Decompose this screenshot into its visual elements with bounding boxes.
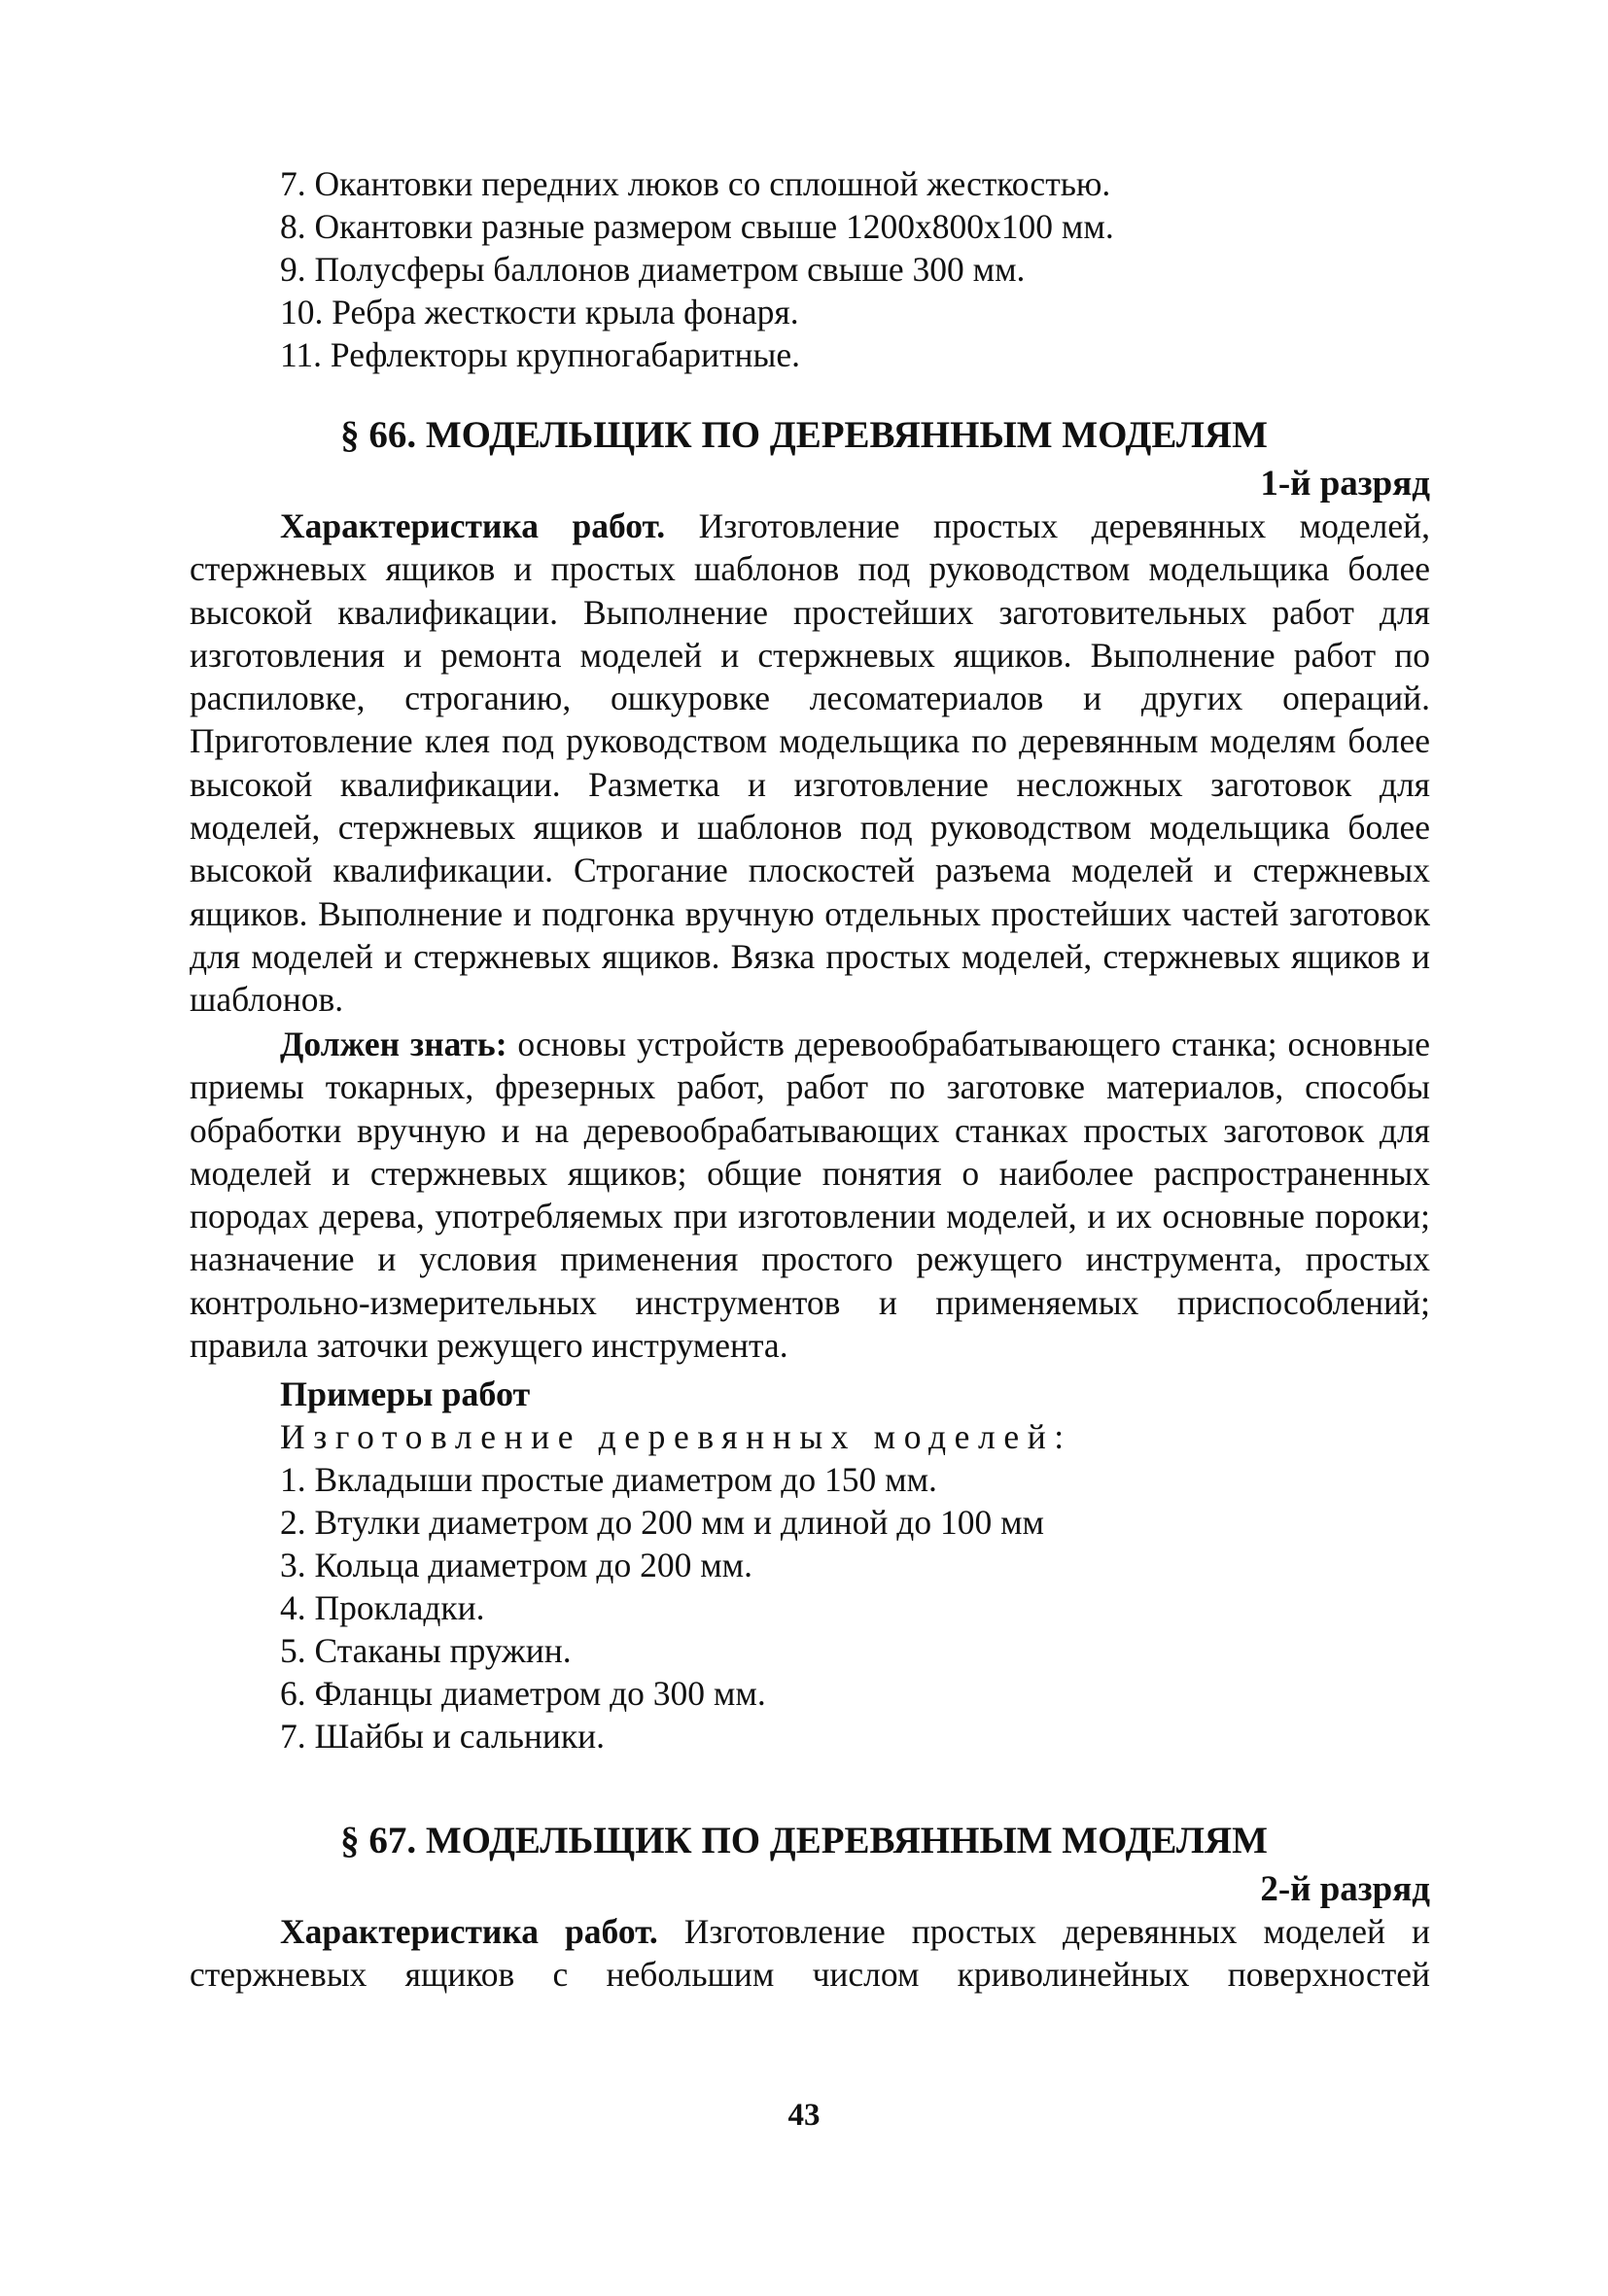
list-item: 8. Окантовки разные размером свыше 1200х800х100 мм. [280, 207, 1114, 246]
list-item: 7. Окантовки передних люков со сплошной жесткостью. [280, 164, 1111, 203]
list-item: 9. Полусферы баллонов диаметром свыше 300 мм. [280, 250, 1026, 289]
page-number: 43 [787, 2098, 821, 2133]
list-item: 6. Фланцы диаметром до 300 мм. [280, 1674, 766, 1713]
list-item: 7. Шайбы и сальники. [280, 1717, 606, 1756]
knowledge-text: основы устройств деревообрабатывающего станка; основные приемы токарных, фрезерных работ, работ по заготовке материалов, способы обработки вручную и на деревообрабатывающих станках простых заготовок для моделей и стержневых ящиков; общие понятия о наиболее распространенных породах дерева, употребляемых при изготовлении моделей, и их основные пороки; назначение и условия применения простого режущего инструмента, простых контрольно-измерительных инструментов и применяемых приспособлений; правила заточки режущего инструмента. [190, 1025, 1430, 1366]
list-item: 11. Рефлекторы крупногабаритные. [280, 335, 800, 374]
list-item: 5. Стаканы пружин. [280, 1631, 572, 1670]
knowledge-label: Должен знать: [280, 1025, 507, 1063]
characteristics-label: Характеристика работ. [280, 506, 666, 545]
list-item: 4. Прокладки. [280, 1588, 485, 1627]
list-item: 1. Вкладыши простые диаметром до 150 мм. [280, 1460, 937, 1499]
list-item: 10. Ребра жесткости крыла фонаря. [280, 293, 799, 331]
knowledge-paragraph [190, 1023, 1430, 1367]
characteristics-text: Изготовление простых деревянных моделей, стержневых ящиков и простых шаблонов под руководством модельщика более высокой квалификации. Выполнение простейших заготовительных работ для изготовления и ремонта моделей и стержневых ящиков. Выполнение работ по распиловке, строганию, ошкуровке лесоматериалов и других операций. Приготовление клея под руководством модельщика по деревянным моделям более высокой квалификации. Разметка и изготовление несложных заготовок для моделей, стержневых ящиков и шаблонов под руководством модельщика более высокой квалификации. Строгание плоскостей разъема моделей и стержневых ящиков. Выполнение и подгонка вручную отдельных простейших частей заготовок для моделей и стержневых ящиков. Вязка простых моделей, стержневых ящиков и шаблонов. [190, 506, 1431, 1020]
characteristics-paragraph [190, 1910, 1430, 1997]
list-item: 3. Кольца диаметром до 200 мм. [280, 1546, 752, 1584]
list-item: 2. Втулки диаметром до 200 мм и длиной до 100 мм [280, 1503, 1045, 1542]
characteristics-label: Характеристика работ. [280, 1912, 658, 1951]
characteristics-text: Изготовление простых деревянных моделей и стержневых ящиков с небольшим числом криволинейных поверхностей [190, 1912, 1430, 1995]
rank-label: 2-й разряд [1260, 1869, 1430, 1909]
examples-title: Примеры работ [280, 1374, 531, 1413]
examples-subtitle: Изготовление деревянных моделей: [280, 1417, 1072, 1456]
section-heading: § 67. МОДЕЛЬЩИК ПО ДЕРЕВЯННЫМ МОДЕЛЯМ [340, 1820, 1268, 1861]
section-heading: § 66. МОДЕЛЬЩИК ПО ДЕРЕВЯННЫМ МОДЕЛЯМ [340, 414, 1268, 456]
rank-label: 1-й разряд [1260, 464, 1430, 504]
characteristics-paragraph [190, 504, 1430, 1022]
